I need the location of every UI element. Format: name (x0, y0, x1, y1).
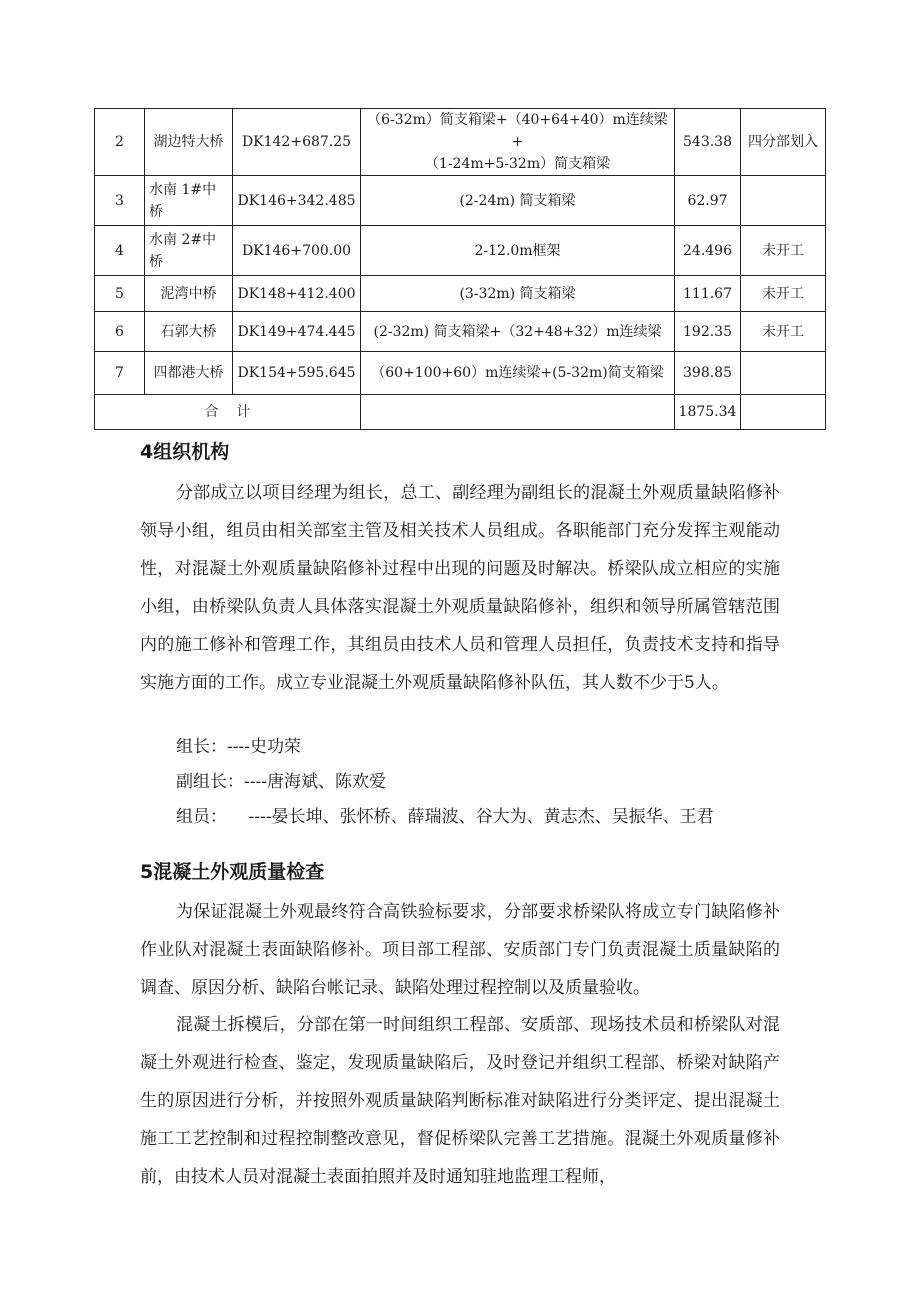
remark: 未开工 (741, 276, 826, 312)
bridge-name-line1: 水南 2#中 (149, 231, 217, 248)
section-5-paragraph-2: 混凝土拆模后，分部在第一时间组织工程部、安质部、现场技术员和桥梁队对混凝土外观进行检查、鉴定，发现质量缺陷后，及时登记并组织工程部、桥梁对缺陷产生的原因进行分析，并按照外观质量缺陷判断标准对缺陷进行分类评定、提出混凝土施工工艺控制和过程控制整改意见，督促桥梁队完善工艺措施。混凝土外观质量修补前，由技术人员对混凝土表面拍照并及时通知驻地监理工程师， (140, 1015, 780, 1187)
structure-desc: (2-32m) 简支箱梁+（32+48+32）m连续梁 (361, 312, 675, 352)
mileage: DK146+342.485 (233, 176, 361, 226)
row-number: 5 (95, 276, 145, 312)
mileage: DK149+474.445 (233, 312, 361, 352)
bridge-length: 398.85 (675, 352, 741, 395)
row-number: 4 (95, 226, 145, 276)
mileage: DK154+595.645 (233, 352, 361, 395)
bridge-name (145, 176, 233, 226)
bridge-name-line1: 水南 1#中 (149, 181, 217, 198)
row-number: 3 (95, 176, 145, 226)
deputy-line: 副组长：----唐海斌、陈欢爱 (176, 772, 386, 792)
bridge-length: 543.38 (675, 109, 741, 176)
members-line: 组员： ----晏长坤、张怀桥、薛瑞波、谷大为、黄志杰、吴振华、王君 (176, 807, 714, 827)
structure-desc: (3-32m) 简支箱梁 (361, 276, 675, 312)
bridge-table (94, 108, 826, 430)
structure-desc (361, 109, 675, 176)
structure-desc: （60+100+60）m连续梁+(5-32m)简支箱梁 (361, 352, 675, 395)
bridge-name (145, 226, 233, 276)
section-4-heading: 4组织机构 (140, 441, 230, 463)
bridge-length: 111.67 (675, 276, 741, 312)
remark (741, 352, 826, 395)
section-4-paragraph: 分部成立以项目经理为组长，总工、副经理为副组长的混凝土外观质量缺陷修补领导小组，组员由相关部室主管及相关技术人员组成。各职能部门充分发挥主观能动性，对混凝土外观质量缺陷修补过程中出现的问题及时解决。桥梁队成立相应的实施小组，由桥梁队负责人具体落实混凝土外观质量缺陷修补，组织和领导所属管辖范围内的施工修补和管理工作，其组员由技术人员和管理人员担任，负责技术支持和指导实施方面的工作。成立专业混凝土外观质量缺陷修补队伍，其人数不少于5人。 (140, 483, 780, 693)
row-number: 6 (95, 312, 145, 352)
bridge-name: 泥湾中桥 (145, 276, 233, 312)
row-number: 7 (95, 352, 145, 395)
bridge-name-line2: 桥 (149, 253, 163, 270)
mileage: DK146+700.00 (233, 226, 361, 276)
structure-desc: 2-12.0m框架 (361, 226, 675, 276)
bridge-name: 石郭大桥 (145, 312, 233, 352)
table-row (95, 352, 826, 395)
table-row (95, 176, 826, 226)
row-number: 2 (95, 109, 145, 176)
bridge-length: 192.35 (675, 312, 741, 352)
bridge-name: 四都港大桥 (145, 352, 233, 395)
table-row (95, 276, 826, 312)
total-label: 合 计 (95, 395, 361, 430)
total-empty-cell (361, 395, 675, 430)
structure-desc-line1: （6-32m）简支箱梁+（40+64+40）m连续梁+ (367, 112, 668, 150)
remark: 未开工 (741, 312, 826, 352)
bridge-name-line2: 桥 (149, 203, 163, 220)
total-remark-cell (741, 395, 826, 430)
mileage: DK142+687.25 (233, 109, 361, 176)
bridge-length: 24.496 (675, 226, 741, 276)
remark: 未开工 (741, 226, 826, 276)
total-value: 1875.34 (675, 395, 741, 430)
table-total-row (95, 395, 826, 430)
structure-desc: (2-24m) 简支箱梁 (361, 176, 675, 226)
bridge-length: 62.97 (675, 176, 741, 226)
section-5-heading: 5混凝土外观质量检查 (140, 861, 325, 883)
table-row (95, 226, 826, 276)
table-row (95, 312, 826, 352)
mileage: DK148+412.400 (233, 276, 361, 312)
table-row (95, 109, 826, 176)
remark (741, 176, 826, 226)
bridge-name: 湖边特大桥 (145, 109, 233, 176)
section-5-paragraph-1: 为保证混凝土外观最终符合高铁验标要求，分部要求桥梁队将成立专门缺陷修补作业队对混凝土表面缺陷修补。项目部工程部、安质部门专门负责混凝土质量缺陷的调查、原因分析、缺陷台帐记录、缺陷处理过程控制以及质量验收。 (140, 902, 780, 998)
remark: 四分部划入 (741, 109, 826, 176)
structure-desc-line2: （1-24m+5-32m）简支箱梁 (424, 156, 611, 172)
leader-line: 组长：----史功荣 (176, 737, 301, 757)
